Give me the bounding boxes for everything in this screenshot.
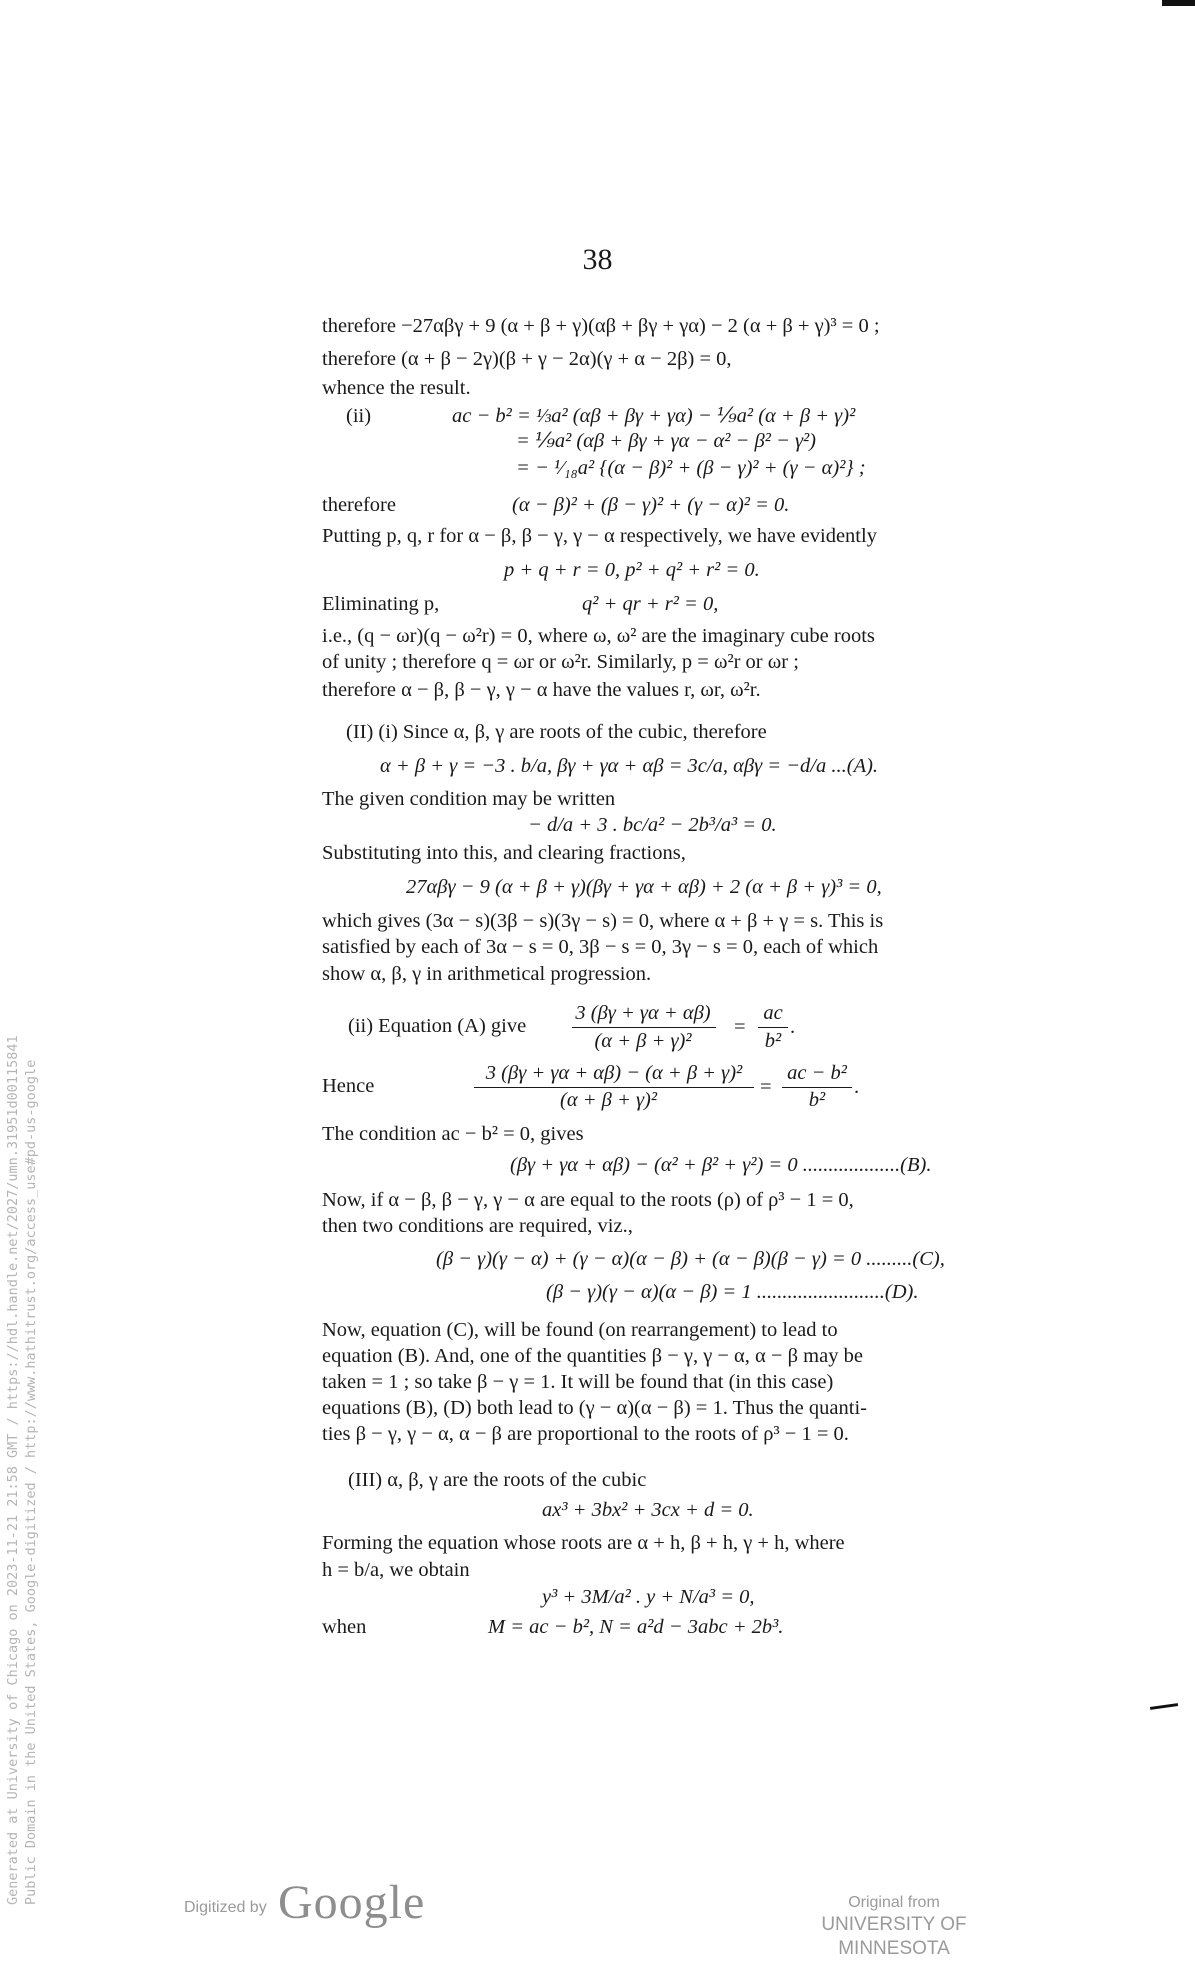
fraction-numerator: ac − b² (787, 1062, 847, 1084)
text-line: therefore (α + β − 2γ)(β + γ − 2α)(γ + α − 2β) = 0, (322, 348, 732, 370)
google-logo: Google (278, 1876, 426, 1929)
fraction-numerator: 3 (βγ + γα + αβ) − (α + β + γ)² (485, 1062, 743, 1084)
equation-line: α + β + γ = −3 . b/a, βγ + γα + αβ = 3c/a, αβγ = −d/a ...(A). (380, 755, 879, 777)
fraction-denominator: (α + β + γ)² (560, 1089, 658, 1111)
text-line: show α, β, γ in arithmetical progression. (322, 963, 652, 985)
text-line: Substituting into this, and clearing fractions, (322, 842, 686, 864)
equation-line: (β − γ)(γ − α)(α − β) = 1 .........................(D). (546, 1281, 919, 1303)
scan-edge-mark (1162, 0, 1195, 6)
institution-label: UNIVERSITY OF MINNESOTA (821, 1914, 967, 1959)
page-number: 38 (582, 243, 613, 276)
text-line: then two conditions are required, viz., (322, 1215, 633, 1237)
original-from (764, 1893, 1024, 1961)
text-line: whence the result. (322, 377, 471, 399)
text-line: = (734, 1016, 746, 1038)
text-line: when (322, 1616, 367, 1638)
text-line: (ii) (346, 405, 372, 427)
text-line: Eliminating p, (322, 593, 440, 615)
text-line: Now, if α − β, β − γ, γ − α are equal to the roots (ρ) of ρ³ − 1 = 0, (322, 1189, 854, 1211)
equation-line: M = ac − b², N = a²d − 3abc + 2b³. (488, 1616, 784, 1638)
fraction-denominator: b² (808, 1089, 826, 1111)
text-line: Putting p, q, r for α − β, β − γ, γ − α respectively, we have evidently (322, 525, 877, 547)
text-line: . (854, 1076, 860, 1098)
text-line: = (760, 1076, 772, 1098)
side-watermark (4, 1035, 40, 1905)
watermark-line: Public Domain in the United States, Google-digitized / http://www.hathitrust.org/access_use#pd-us-google (23, 1059, 39, 1905)
fraction-denominator: (α + β + γ)² (594, 1030, 692, 1052)
text-line: therefore (322, 494, 396, 516)
digitized-by-label: Digitized by (184, 1899, 267, 1916)
equation-line: (α − β)² + (β − γ)² + (γ − α)² = 0. (512, 494, 790, 516)
text-line: which gives (3α − s)(3β − s)(3γ − s) = 0, where α + β + γ = s. This is (322, 910, 884, 932)
equation-line: (βγ + γα + αβ) − (α² + β² + γ²) = 0 ...................(B). (510, 1154, 932, 1176)
text-line: (II) (i) Since α, β, γ are roots of the cubic, therefore (346, 721, 767, 743)
fraction-numerator: 3 (βγ + γα + αβ) (575, 1002, 711, 1024)
equation-line: − d/a + 3 . bc/a² − 2b³/a³ = 0. (528, 814, 777, 836)
text-line: Hence (322, 1075, 375, 1097)
equation-line: (β − γ)(γ − α) + (γ − α)(α − β) + (α − β)(β − γ) = 0 .........(C), (436, 1248, 945, 1270)
text-line: Now, equation (C), will be found (on rearrangement) to lead to (322, 1319, 838, 1341)
equation-line: y³ + 3M/a² . y + N/a³ = 0, (542, 1586, 755, 1608)
text-line: therefore α − β, β − γ, γ − α have the values r, ωr, ω²r. (322, 679, 761, 701)
equation-line: p + q + r = 0, p² + q² + r² = 0. (504, 559, 760, 581)
text-line: . (790, 1016, 796, 1038)
text-line: h = b/a, we obtain (322, 1559, 470, 1581)
text-line: i.e., (q − ωr)(q − ω²r) = 0, where ω, ω² are the imaginary cube roots (322, 625, 875, 647)
scan-edge-mark (1150, 1703, 1178, 1710)
text-line: satisfied by each of 3α − s = 0, 3β − s = 0, 3γ − s = 0, each of which (322, 936, 879, 958)
text-line: of unity ; therefore q = ωr or ω²r. Similarly, p = ω²r or ωr ; (322, 651, 799, 673)
text-line: taken = 1 ; so take β − γ = 1. It will be found that (in this case) (322, 1371, 834, 1393)
equation-line: = − ¹⁄₁₈a² {(α − β)² + (β − γ)² + (γ − α)²} ; (516, 457, 866, 479)
text-line: therefore −27αβγ + 9 (α + β + γ)(αβ + βγ + γα) − 2 (α + β + γ)³ = 0 ; (322, 315, 880, 337)
text-line: The condition ac − b² = 0, gives (322, 1123, 584, 1145)
watermark-line: Generated at University of Chicago on 2023-11-21 21:58 GMT / https://hdl.handle.net/2027/umn.31951d00115841 (5, 1035, 21, 1905)
equation-line: q² + qr + r² = 0, (582, 593, 719, 615)
fraction-denominator: b² (764, 1030, 782, 1052)
text-line: The given condition may be written (322, 788, 616, 810)
text-line: Forming the equation whose roots are α + h, β + h, γ + h, where (322, 1532, 845, 1554)
equation-line: ax³ + 3bx² + 3cx + d = 0. (542, 1499, 754, 1521)
equation-line: = ⅑a² (αβ + βγ + γα − α² − β² − γ²) (516, 430, 817, 452)
text-line: ties β − γ, γ − α, α − β are proportional to the roots of ρ³ − 1 = 0. (322, 1423, 849, 1445)
text-line: equation (B). And, one of the quantities β − γ, γ − α, α − β may be (322, 1345, 863, 1367)
text-line: (III) α, β, γ are the roots of the cubic (348, 1469, 647, 1491)
text-line: equations (B), (D) both lead to (γ − α)(α − β) = 1. Thus the quanti- (322, 1397, 867, 1419)
original-from-label: Original from (848, 1894, 940, 1911)
equation-line: ac − b² = ⅓a² (αβ + βγ + γα) − ⅑a² (α + β + γ)² (452, 405, 856, 427)
equation-line: 27αβγ − 9 (α + β + γ)(βγ + γα + αβ) + 2 (α + β + γ)³ = 0, (406, 876, 882, 898)
fraction-numerator: ac (763, 1002, 783, 1024)
text-line: (ii) Equation (A) give (348, 1015, 527, 1037)
